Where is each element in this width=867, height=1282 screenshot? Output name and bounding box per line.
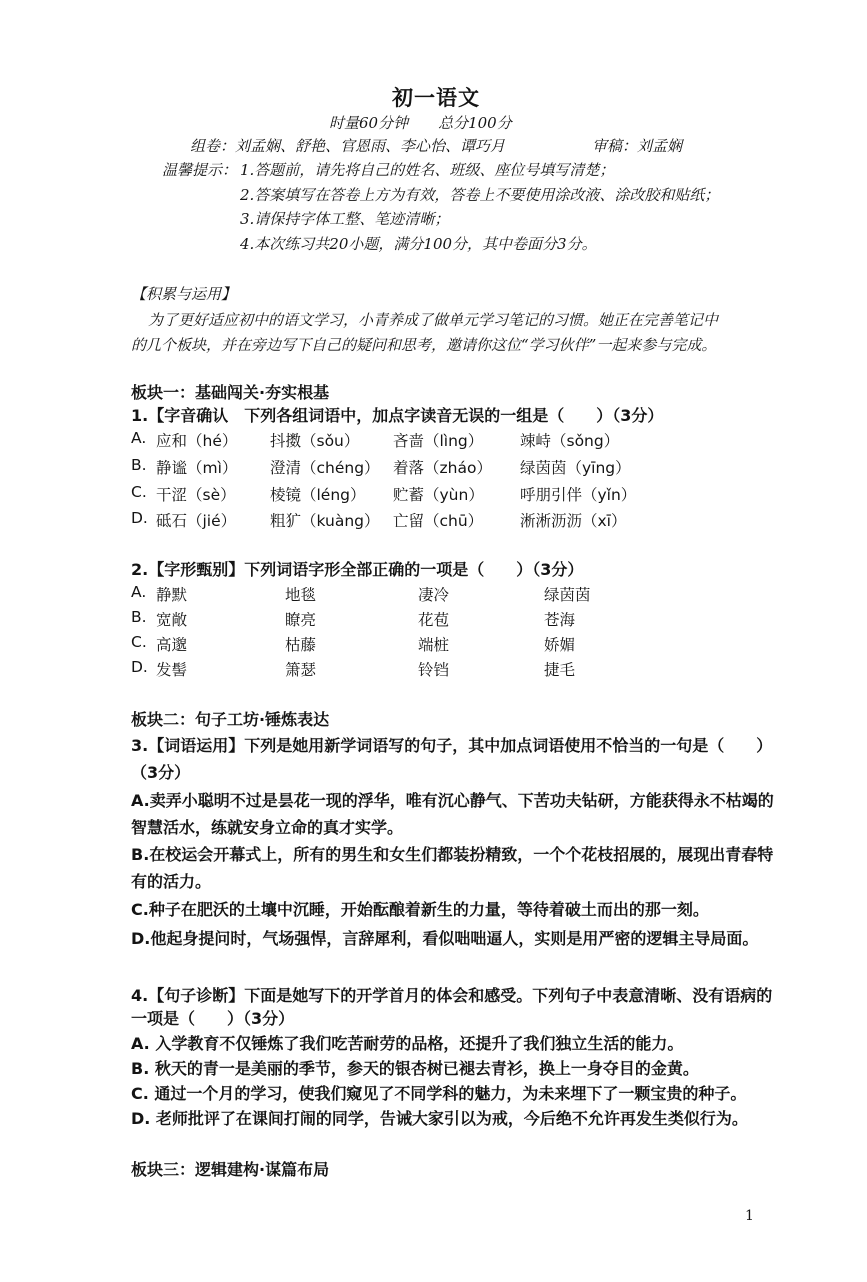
option-item: 淅淅沥沥（xī） [520,512,627,530]
option-item: 花苞 [418,611,450,629]
option-line: 有的活力。 [131,872,212,891]
option-item: 吝啬（lìng） [393,432,484,450]
option-item: 砥石（jié） [156,512,237,530]
option-item: 凄冷 [418,586,450,604]
option-item: 枯藤 [285,636,317,654]
option-item: 绿茵茵（yīng） [520,459,631,477]
option-item: 瞭亮 [285,611,317,629]
note-item: 2.答案填写在答卷上方为有效，答卷上不要使用涂改液、涂改胶和贴纸； [240,186,720,204]
option-item: 捷毛 [544,661,576,679]
question-stem: （3分） [131,763,191,782]
option-item: 呼朋引伴（yǐn） [520,486,637,504]
option-line: B.在校运会开幕式上，所有的男生和女生们都装扮精致，一个个花枝招展的，展现出青春特 [131,845,774,864]
option-label: D. [131,658,148,676]
setters: 组卷：刘孟娴、舒艳、官恩雨、李心怡、谭巧月 [190,137,506,155]
time-score: 时量60分钟 总分100分 [329,114,512,132]
option-item: 干涩（sè） [156,486,236,504]
notes-label: 温馨提示： [162,161,238,179]
option-item: 苍海 [544,611,576,629]
note-item: 4.本次练习共20小题，满分100分，其中卷面分3分。 [240,235,597,253]
option-line: D. 老师批评了在课间打闹的同学，告诫大家引以为戒，今后绝不允许再发生类似行为。 [131,1109,748,1128]
question-stem: 3.【词语运用】下列是她用新学词语写的句子，其中加点词语使用不恰当的一句是（ ） [131,736,773,755]
option-label: C. [131,483,147,501]
block-title: 板块一：基础闯关·夯实根基 [131,383,330,402]
option-item: 棱镜（léng） [270,486,366,504]
option-line: 智慧活水，练就安身立命的真才实学。 [131,818,404,837]
option-item: 端桩 [418,636,450,654]
question-stem: 2.【字形甄别】下列词语字形全部正确的一项是（ ）（3分） [131,560,584,579]
option-item: 地毯 [285,586,317,604]
option-item: 静默 [156,586,188,604]
option-item: 高邈 [156,636,188,654]
option-item: 宽敞 [156,611,188,629]
option-item: 箫瑟 [285,661,317,679]
section-heading: 【积累与运用】 [131,285,237,303]
option-line: C. 通过一个月的学习，使我们窥见了不同学科的魅力，为未来埋下了一颗宝贵的种子。 [131,1084,747,1103]
option-item: 应和（hé） [156,432,238,450]
option-item: 抖擞（sǒu） [270,432,360,450]
option-line: A. 入学教育不仅锤炼了我们吃苦耐劳的品格，还提升了我们独立生活的能力。 [131,1034,684,1053]
reviewer: 审稿：刘孟娴 [592,137,683,155]
option-item: 发髻 [156,661,188,679]
question-stem: 1.【字音确认 下列各组词语中，加点字读音无误的一组是（ ）（3分） [131,406,664,425]
option-item: 亡留（chū） [393,512,484,530]
note-item: 3.请保持字体工整、笔迹清晰； [240,210,450,228]
block-title: 板块三：逻辑建构·谋篇布局 [131,1160,330,1179]
option-label: A. [131,429,147,447]
option-item: 竦峙（sǒng） [520,432,620,450]
option-item: 绿茵茵 [544,586,591,604]
option-item: 娇媚 [544,636,576,654]
option-label: B. [131,608,147,626]
option-item: 铃铛 [418,661,450,679]
option-item: 静谧（mì） [156,459,238,477]
option-line: C.种子在肥沃的土壤中沉睡，开始酝酿着新生的力量，等待着破土而出的那一刻。 [131,900,709,919]
option-label: C. [131,633,147,651]
option-line: A.卖弄小聪明不过是昙花一现的浮华，唯有沉心静气、下苦功夫钻研，方能获得永不枯竭的 [131,791,774,810]
block-title: 板块二：句子工坊·锤炼表达 [131,710,330,729]
option-item: 贮蓄（yùn） [393,486,484,504]
option-line: D.他起身提问时，气场强悍，言辞犀利，看似咄咄逼人，实则是用严密的逻辑主导局面。 [131,929,759,948]
option-item: 澄清（chéng） [270,459,380,477]
question-stem: 4.【句子诊断】下面是她写下的开学首月的体会和感受。下列句子中表意清晰、没有语病的 [131,986,773,1005]
option-line: B. 秋天的青一是美丽的季节，参天的银杏树已褪去青衫，换上一身夺目的金黄。 [131,1059,699,1078]
option-item: 着落（zháo） [393,459,492,477]
question-stem: 一项是（ ）（3分） [131,1009,295,1028]
option-label: D. [131,509,148,527]
page-title: 初一语文 [392,86,480,110]
note-item: 1.答题前，请先将自己的姓名、班级、座位号填写清楚； [240,161,615,179]
page-number: 1 [745,1208,754,1224]
option-label: B. [131,456,147,474]
option-label: A. [131,583,147,601]
option-item: 粗犷（kuàng） [270,512,380,530]
intro-line: 为了更好适应初中的语文学习，小青养成了做单元学习笔记的习惯。她正在完善笔记中 [148,311,719,329]
intro-line: 的几个板块，并在旁边写下自己的疑问和思考，邀请你这位“学习伙伴”一起来参与完成。 [131,336,717,354]
